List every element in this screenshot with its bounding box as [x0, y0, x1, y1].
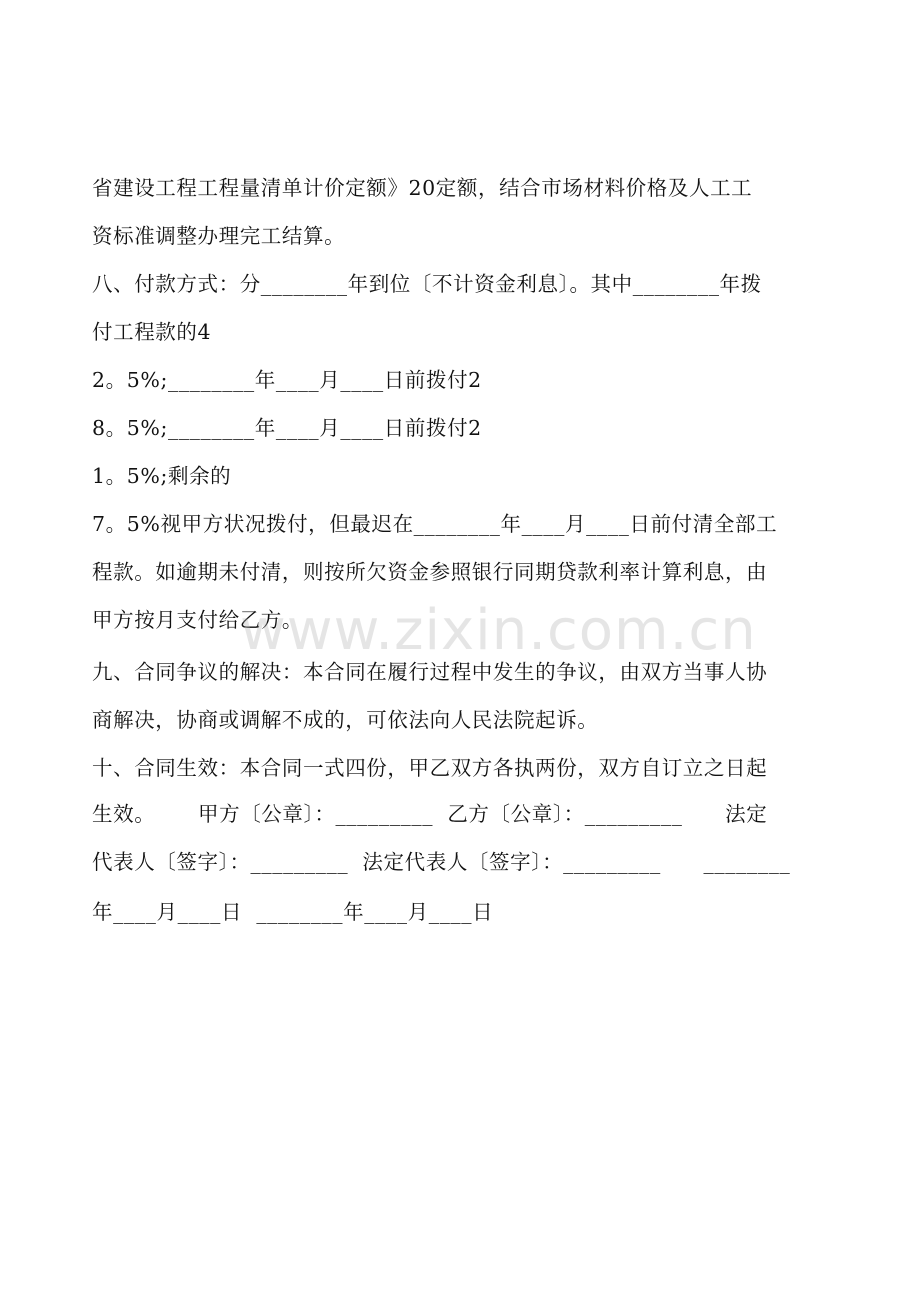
text-line-2: 资标准调整办理完工结算。 — [92, 224, 346, 248]
text-line-9: 程款。如逾期未付清，则按所欠资金参照银行同期贷款利率计算利息，由 — [92, 560, 768, 584]
signature-line-1: 生效。 甲方〔公章〕：_________ 乙方〔公章〕：_________ 法定 — [92, 802, 768, 826]
payment-schedule-line-3: 1。5%;剩余的 — [92, 464, 232, 488]
dispute-resolution-line-2: 商解决，协商或调解不成的，可依法向人民法院起诉。 — [92, 708, 599, 732]
dispute-resolution-line-1: 九、合同争议的解决：本合同在履行过程中发生的争议，由双方当事人协 — [92, 660, 768, 684]
text-line-10: 甲方按月支付给乙方。 — [92, 608, 303, 632]
payment-schedule-line-2: 8。5%;________年____月____日前拨付2 — [92, 416, 482, 440]
watermark: www.zixin.com.cn — [240, 598, 757, 663]
payment-schedule-line-4: 7。5%视甲方状况拨付，但最迟在________年____月____日前付清全部工 — [92, 512, 778, 536]
text-line-1: 省建设工程工程量清单计价定额》20定额，结合市场材料价格及人工工 — [92, 176, 753, 200]
text-line-4: 付工程款的4 — [92, 320, 212, 344]
date-line: 年____月____日 ________年____月____日 — [92, 900, 494, 924]
signature-line-2: 代表人〔签字〕：_________ 法定代表人〔签字〕：_________ ________ — [92, 850, 791, 874]
payment-terms-heading-line: 八、付款方式：分________年到位〔不计资金利息〕。其中________年拨 — [92, 272, 762, 296]
contract-effect-line-1: 十、合同生效：本合同一式四份，甲乙双方各执两份，双方自订立之日起 — [92, 756, 768, 780]
payment-schedule-line-1: 2。5%;________年____月____日前拨付2 — [92, 368, 482, 392]
